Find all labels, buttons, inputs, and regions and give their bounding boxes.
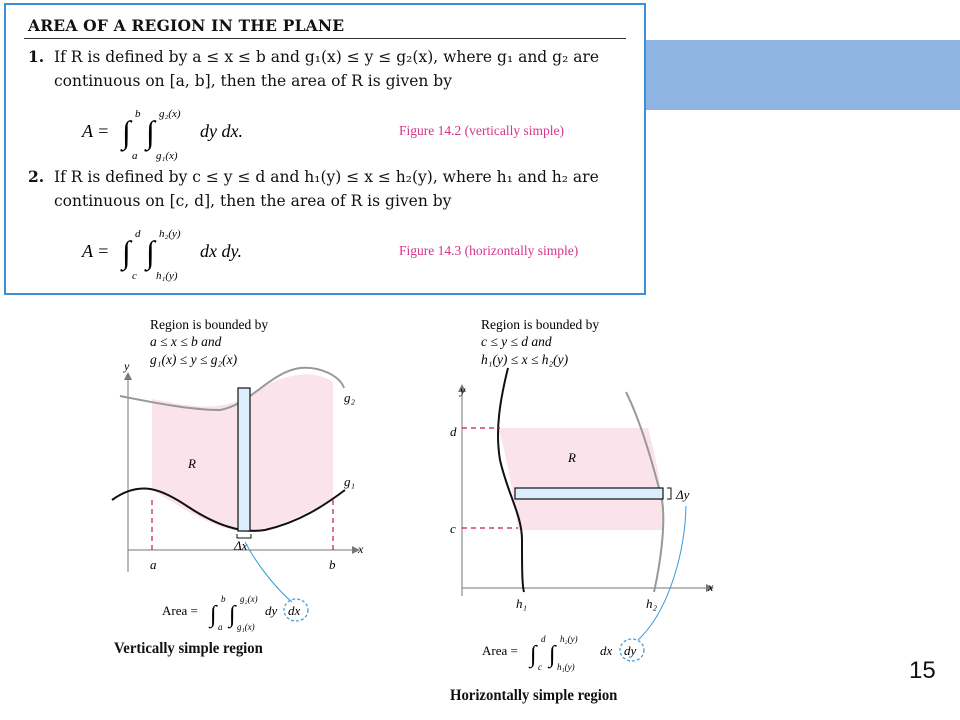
left-area-dx: dx bbox=[288, 603, 301, 618]
formula-2-lower-outer: c bbox=[132, 270, 137, 282]
right-area-upper-inner: h₂(y) bbox=[560, 634, 578, 644]
left-area-dy: dy bbox=[265, 603, 278, 618]
right-area-integral-1: ∫ bbox=[530, 642, 537, 668]
outer-integral-sign-1: ∫ bbox=[122, 114, 131, 150]
right-area-upper-outer: d bbox=[541, 634, 546, 644]
left-area-upper-inner: g₂(x) bbox=[240, 594, 258, 604]
theorem-box bbox=[4, 3, 646, 295]
item-2-number: 2. bbox=[28, 167, 45, 186]
left-area-upper-outer: b bbox=[221, 594, 226, 604]
formula-1-integrand: dy dx. bbox=[200, 121, 243, 141]
formula-1-upper-inner: g₂(x) bbox=[159, 108, 181, 120]
right-area-dx: dx bbox=[600, 643, 613, 658]
formula-2-integrand: dx dy. bbox=[200, 241, 242, 261]
item-2-line-2: continuous on [c, d], then the area of R is given by bbox=[54, 192, 452, 210]
right-area-lower-inner: h₁(y) bbox=[557, 662, 575, 672]
vertical-strip bbox=[238, 388, 250, 531]
left-y-arrow bbox=[124, 372, 132, 380]
figref-2: Figure 14.3 (horizontally simple) bbox=[399, 243, 579, 258]
right-region-fill bbox=[498, 428, 664, 530]
right-bound-title: Region is bounded by bbox=[481, 317, 600, 332]
inner-integral-sign-1: ∫ bbox=[146, 114, 155, 150]
formula-1-lhs: A = bbox=[82, 121, 110, 141]
item-2-text bbox=[28, 165, 628, 213]
tick-b-label: b bbox=[329, 557, 336, 572]
formula-2-lower-inner: h₁(y) bbox=[156, 270, 178, 282]
tick-c-label: c bbox=[450, 521, 456, 536]
right-axis-x-label: x bbox=[708, 580, 714, 594]
left-bound-line-2: a ≤ x ≤ b and bbox=[150, 334, 222, 349]
delta-x-label: Δx bbox=[234, 538, 248, 553]
left-axis-y-label: y bbox=[124, 359, 130, 373]
title-rule bbox=[24, 38, 626, 39]
right-caption: Horizontally simple region bbox=[450, 687, 618, 704]
formula-2 bbox=[82, 223, 362, 285]
formula-1-lower-outer: a bbox=[132, 150, 138, 162]
item-1-text bbox=[28, 45, 628, 93]
formula-1-lower-inner: g₁(x) bbox=[156, 150, 178, 162]
left-area-integral-1: ∫ bbox=[210, 602, 217, 628]
left-axis-x-label: x bbox=[358, 542, 364, 556]
right-axis-y-label: y bbox=[460, 383, 466, 397]
formula-1-upper-outer: b bbox=[135, 108, 141, 120]
formula-1 bbox=[82, 103, 362, 165]
right-bound-line-3: h₁(y) ≤ x ≤ h₂(y) bbox=[481, 352, 569, 367]
left-area-lower-outer: a bbox=[218, 622, 223, 632]
g1-label: g₁ bbox=[344, 474, 356, 489]
h1-label: h₁ bbox=[516, 596, 528, 611]
delta-y-label: Δy bbox=[676, 487, 690, 502]
left-callout-line bbox=[245, 542, 292, 602]
left-caption: Vertically simple region bbox=[114, 640, 263, 657]
page-number: 15 bbox=[909, 657, 936, 684]
right-bound-line-2: c ≤ y ≤ d and bbox=[481, 334, 552, 349]
inner-integral-sign-2: ∫ bbox=[146, 234, 155, 270]
formula-2-upper-inner: h₂(y) bbox=[159, 228, 181, 240]
box-title: AREA OF A REGION IN THE PLANE bbox=[28, 16, 345, 35]
tick-d-label: d bbox=[450, 424, 457, 439]
item-1-line-2: continuous on [a, b], then the area of R is given by bbox=[54, 72, 452, 90]
h2-label: h₂ bbox=[646, 596, 658, 611]
horizontal-strip bbox=[515, 488, 663, 499]
delta-y-bracket bbox=[667, 488, 671, 499]
left-region-label: R bbox=[188, 456, 196, 471]
left-bound-line-3: g₁(x) ≤ y ≤ g₂(x) bbox=[150, 352, 238, 367]
left-area-label: Area = bbox=[162, 603, 198, 618]
horizontally-simple-figure bbox=[440, 310, 730, 690]
tick-a-label: a bbox=[150, 557, 157, 572]
left-bound-title: Region is bounded by bbox=[150, 317, 269, 332]
formula-2-lhs: A = bbox=[82, 241, 110, 261]
outer-integral-sign-2: ∫ bbox=[122, 234, 131, 270]
formula-2-upper-outer: d bbox=[135, 228, 141, 240]
vertically-simple-figure bbox=[100, 310, 364, 665]
left-area-integral-2: ∫ bbox=[229, 602, 236, 628]
left-area-lower-inner: g₁(x) bbox=[237, 622, 255, 632]
g2-label: g₂ bbox=[344, 390, 356, 405]
figref-1: Figure 14.2 (vertically simple) bbox=[399, 123, 564, 138]
right-area-label: Area = bbox=[482, 643, 518, 658]
right-area-dy: dy bbox=[624, 643, 637, 658]
item-1-line-1: If R is defined by a ≤ x ≤ b and g₁(x) ≤ y ≤ g₂(x), where g₁ and g₂ are bbox=[54, 48, 600, 66]
item-1-number: 1. bbox=[28, 47, 45, 66]
right-area-integral-2: ∫ bbox=[549, 642, 556, 668]
right-area-lower-outer: c bbox=[538, 662, 542, 672]
item-2-line-1: If R is defined by c ≤ y ≤ d and h₁(y) ≤ x ≤ h₂(y), where h₁ and h₂ are bbox=[54, 168, 599, 186]
right-region-label: R bbox=[568, 450, 576, 465]
